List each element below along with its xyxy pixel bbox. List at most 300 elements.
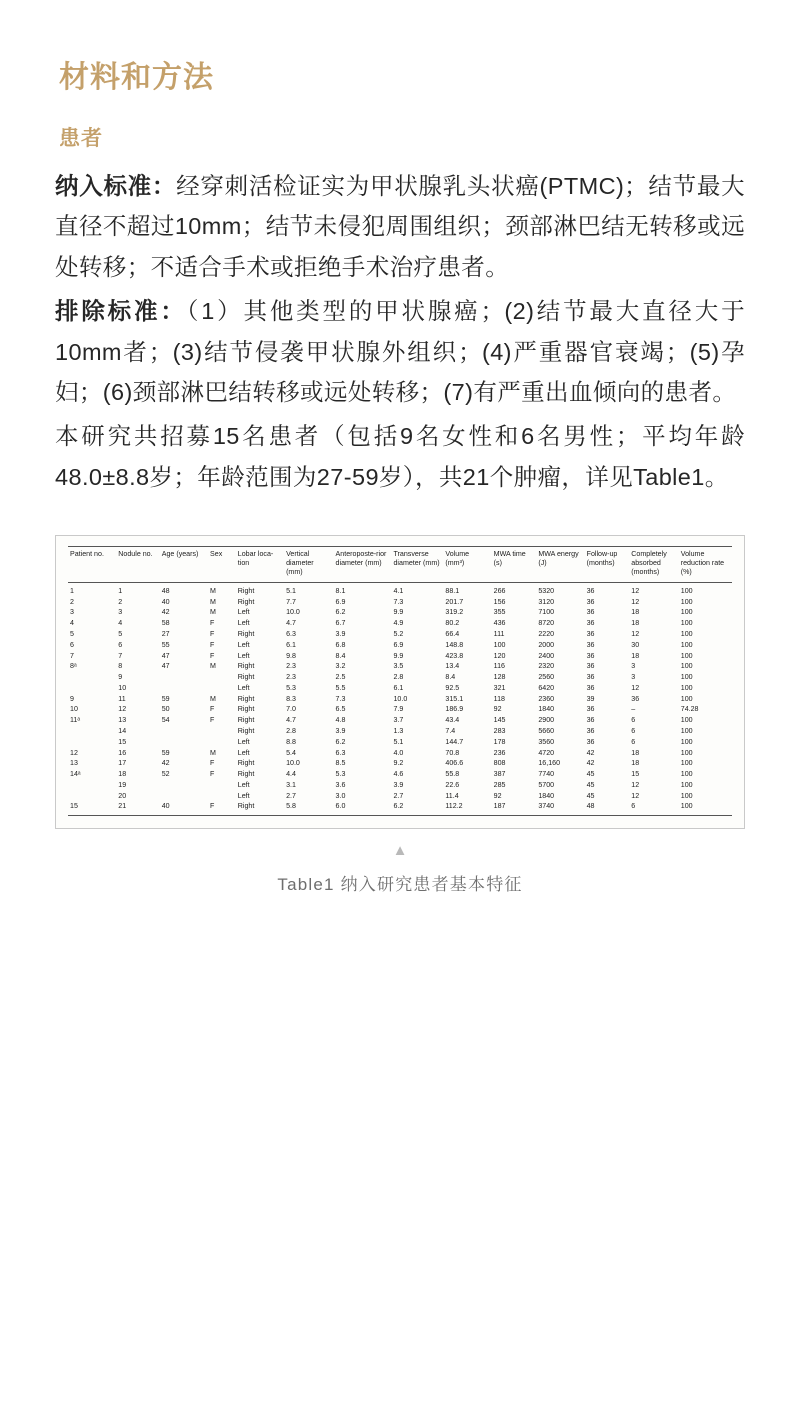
table-cell: 6 [631,716,636,725]
table-cell: 5.1 [393,737,404,746]
table-cell: 2 [70,597,74,606]
table-cell: 36 [586,716,595,725]
table-cell: 4.9 [393,619,404,628]
table-cell: 2.3 [286,662,296,671]
table-cell: 14 [118,726,127,735]
table-cell: 45 [586,791,595,800]
table-cell: 5.1 [286,586,296,595]
table-column-header: Patient no. [68,547,116,583]
table-cell: 100 [680,586,693,595]
table-cell: 201.7 [445,597,464,606]
table-cell: 40 [161,597,170,606]
table-cell: F [210,802,215,811]
table-row [68,694,732,705]
table-cell: 58 [161,619,170,628]
table-cell [68,683,116,694]
table-cell [68,737,116,748]
table-cell: 100 [680,673,693,682]
table-cell: 3.9 [393,780,404,789]
table-cell: 3.1 [286,780,296,789]
table-body [68,582,732,814]
table-cell: 285 [493,780,506,789]
table-cell: 3.0 [335,791,346,800]
table-cell: 100 [680,759,693,768]
table-cell: 36 [586,726,595,735]
table-cell: 145 [493,716,506,725]
table-row [68,683,732,694]
table-cell: 10.0 [393,694,408,703]
table-cell: 3560 [538,737,555,746]
table-cell: Right [237,759,255,768]
table-cell: 423.8 [445,651,464,660]
table-cell: 808 [493,759,506,768]
paragraph-exclusion-criteria [55,291,745,412]
table-cell: 7740 [538,770,555,779]
table-cell: 3740 [538,802,555,811]
table-cell: 116 [493,662,505,671]
table-cell: 36 [586,608,595,617]
table-cell: 3.2 [335,662,346,671]
table-cell: 144.7 [445,737,464,746]
table-cell: 100 [680,770,693,779]
table-cell: 8.1 [335,586,346,595]
paragraph-text-cohort: 本研究共招募15名患者（包括9名女性和6名男性；平均年龄48.0±8.8岁；年龄范围为27-59岁），共21个肿瘤，详见Table1。 [55,423,745,490]
table-cell: 59 [161,748,170,757]
table-cell: 8 [118,662,123,671]
table-cell: Left [237,780,250,789]
table-cell: 5320 [538,586,555,595]
table-cell: M [210,694,216,703]
table-cell: 5700 [538,780,555,789]
table-cell: 4.1 [393,586,404,595]
table-cell: 36 [586,640,595,649]
table-cell: 6.3 [335,748,346,757]
table-cell: 436 [493,619,506,628]
table-cell: 156 [493,597,506,606]
table-cell: Right [237,694,255,703]
table-row [68,769,732,780]
table-cell: 74.28 [680,705,699,714]
table-cell: 2400 [538,651,555,660]
table-cell [160,672,208,683]
table-cell: 100 [680,619,693,628]
table-cell: 4 [70,619,74,628]
table-cell: 54 [161,716,170,725]
table-cell: F [210,705,215,714]
table-cell: 36 [586,705,595,714]
table-cell: 92 [493,705,502,714]
table-cell: 59 [161,694,170,703]
table-cell: Right [237,662,255,671]
table-cell: 100 [680,694,693,703]
table-cell: 7.7 [286,597,296,606]
table-cell: F [210,640,215,649]
table-row [68,640,732,651]
table-cell: Left [237,683,250,692]
table-cell: F [210,619,215,628]
table-cell: 21 [118,802,127,811]
table-cell: 5 [118,629,123,638]
table-cell: 6.7 [335,619,346,628]
table-column-header: Age (years) [160,547,208,583]
figure-table1 [55,535,745,895]
table-cell: 7 [118,651,123,660]
table-cell: 2.5 [335,673,346,682]
table-cell: 2900 [538,716,555,725]
table-cell: F [210,759,215,768]
table-cell: 36 [631,694,640,703]
table-column-header: Volume reduction rate (%) [679,547,732,583]
table-cell: Left [237,737,250,746]
table-cell: 43.4 [445,716,460,725]
table-cell: 5660 [538,726,555,735]
table-cell: 36 [586,737,595,746]
table-cell: Right [237,716,255,725]
table-cell: 36 [586,673,595,682]
table-cell: Right [237,802,255,811]
table-row [68,801,732,814]
table-cell: 5.8 [286,802,296,811]
table-cell: 80.2 [445,619,460,628]
table-cell: 36 [586,597,595,606]
table-cell: 6.2 [335,608,346,617]
table-cell [68,780,116,791]
table-cell: 10.0 [286,759,300,768]
table-cell: 19 [118,780,127,789]
table-header [68,547,732,583]
table-row [68,582,732,596]
table-cell: 4.6 [393,770,404,779]
table-cell: 8.3 [286,694,296,703]
table-cell: 6.1 [393,683,404,692]
table-cell: 12 [631,586,640,595]
table-cell: 4.0 [393,748,404,757]
caret-up-icon: ▲ [392,841,408,859]
table-container [55,535,745,829]
table-cell: 45 [586,780,595,789]
table-cell [160,791,208,802]
paragraph-cohort-summary [55,416,745,497]
table-cell: 7 [70,651,74,660]
table-column-header: Lobar loca-​tion [236,547,284,583]
table-cell: 5 [70,629,74,638]
table-cell [208,672,236,683]
table-cell: 7.3 [335,694,346,703]
table-cell: Left [237,651,250,660]
table-column-header: Transverse diameter (mm) [391,547,443,583]
table-cell: 18 [631,651,640,660]
table-row [68,629,732,640]
table-cell: 319.2 [445,608,464,617]
table-cell: 100 [680,629,693,638]
table-cell: 22.6 [445,780,460,789]
table-cell: 2220 [538,629,555,638]
table-cell: 15 [118,737,127,746]
table-row [68,607,732,618]
table-cell: Right [237,770,255,779]
table-cell: 12 [631,791,640,800]
table-cell: 3 [118,608,123,617]
table-cell: 30 [631,640,640,649]
table-cell: 92 [493,791,502,800]
table-cell: 10.0 [286,608,300,617]
table-cell: 5.2 [393,629,404,638]
table-cell: 100 [680,640,693,649]
table-cell: 18 [631,759,640,768]
table-cell: 8.5 [335,759,346,768]
table-cell: 14ᵃ [70,770,81,779]
table-cell: M [210,586,216,595]
table-cell: 13 [118,716,127,725]
table-cell: 283 [493,726,506,735]
table-cell: 13.4 [445,662,460,671]
table-cell: 48 [161,586,170,595]
table-cell: 2.7 [393,791,404,800]
table-cell: 12 [631,683,640,692]
table-cell: 387 [493,770,506,779]
table-cell: M [210,608,216,617]
table-cell: 6.5 [335,705,346,714]
table-cell: 100 [680,608,693,617]
table-cell: 9.8 [286,651,296,660]
table-cell [208,780,236,791]
table-cell: 15 [70,802,78,811]
table-cell: 4.8 [335,716,346,725]
table-cell: 12 [118,705,127,714]
table-cell: 7100 [538,608,555,617]
table-cell: 6.2 [393,802,404,811]
table-column-header: MWA time (s) [492,547,537,583]
table-cell: 50 [161,705,170,714]
table-cell: 6 [118,640,123,649]
table-column-header: Sex [208,547,236,583]
table-cell: 100 [680,662,693,671]
table-cell: 17 [118,759,127,768]
table-cell: 13 [70,759,78,768]
table-cell: 6.1 [286,640,296,649]
table-cell: 9 [118,673,123,682]
table-cell: 12 [70,748,78,757]
table-cell: F [210,716,215,725]
table-cell: Right [237,705,255,714]
table-row [68,737,732,748]
table-cell: 36 [586,651,595,660]
table-cell: 315.1 [445,694,464,703]
table-cell: 16,160 [538,759,561,768]
table-cell: 7.0 [286,705,296,714]
table-cell: 7.4 [445,726,456,735]
table-cell: 10 [118,683,127,692]
table-cell: 1 [118,586,123,595]
table-cell: 11ᵃ [70,716,81,725]
table-cell: 128 [493,673,506,682]
table-column-header: Completely absorbed (months) [629,547,678,583]
table-cell [208,726,236,737]
table-cell: 42 [161,608,170,617]
table-cell [208,737,236,748]
table-cell: 2000 [538,640,555,649]
table-cell: 42 [586,748,595,757]
table-cell: 15 [631,770,640,779]
table-cell: 3.5 [393,662,404,671]
table-cell: 236 [493,748,506,757]
table-cell: 36 [586,586,595,595]
table-cell: 9.9 [393,608,404,617]
table-cell: 4 [118,619,123,628]
table-cell: Left [237,640,250,649]
table-row [68,704,732,715]
table-cell: 100 [680,780,693,789]
table-cell: F [210,629,215,638]
table-cell: 36 [586,683,595,692]
table-cell: 111 [493,629,505,638]
table-cell: 12 [631,780,640,789]
table-cell: F [210,651,215,660]
table-row [68,715,732,726]
table-cell: 5.4 [286,748,296,757]
table-cell: 11 [118,694,126,703]
table-bottom-rule [68,815,732,816]
table-cell: Right [237,586,255,595]
table-cell: 45 [586,770,595,779]
table-column-header: MWA energy (J) [536,547,584,583]
table-cell: 18 [118,770,127,779]
table-row [68,661,732,672]
table-cell: 11.4 [445,791,459,800]
table-row [68,618,732,629]
table-cell: 36 [586,629,595,638]
table-cell: 55 [161,640,170,649]
table-cell: 3.6 [335,780,346,789]
table-cell: 6.9 [335,597,346,606]
table-cell: 3.9 [335,726,346,735]
table-cell: 100 [680,748,693,757]
table-cell: 9.9 [393,651,404,660]
table-cell: 18 [631,608,640,617]
table-cell: 1840 [538,791,555,800]
table-cell: M [210,748,216,757]
table-cell: 8.8 [286,737,296,746]
table-cell: M [210,597,216,606]
table-row [68,672,732,683]
table-row [68,780,732,791]
table-cell: 7.3 [393,597,404,606]
table-cell: 3120 [538,597,555,606]
table-cell: 266 [493,586,506,595]
table-cell: – [631,705,636,714]
table-cell: F [210,770,215,779]
table-cell: Right [237,629,255,638]
table-cell: 8.4 [335,651,346,660]
table-row [68,596,732,607]
paragraph-text-inclusion: 经穿刺活检证实为甲状腺乳头状癌(PTMC)；结节最大直径不超过10mm；结节未侵犯周围组织；颈部淋巴结无转移或远处转移；不适合手术或拒绝手术治疗患者。 [55,173,745,280]
table-cell: 2 [118,597,123,606]
table-cell: 2560 [538,673,555,682]
table-cell: 18 [631,619,640,628]
table-cell: 178 [493,737,506,746]
table-cell: 4720 [538,748,555,757]
table-cell: M [210,662,216,671]
table-cell: 100 [680,716,693,725]
table-cell: 4.7 [286,619,296,628]
table-cell: 70.8 [445,748,460,757]
table-cell: 9.2 [393,759,404,768]
table-cell: 100 [680,597,693,606]
table-cell: 186.9 [445,705,464,714]
table-cell: Right [237,597,255,606]
table-cell: 18 [631,748,640,757]
table-cell [68,791,116,802]
table-cell: 55.8 [445,770,460,779]
table-cell: 100 [680,791,693,800]
table-cell: 8ᵃ [70,662,77,671]
table-cell: 52 [161,770,170,779]
table-cell: 2.8 [393,673,404,682]
table-cell: 8.4 [445,673,456,682]
table-cell: 47 [161,662,170,671]
paragraph-text-exclusion: （1）其他类型的甲状腺癌；(2)结节最大直径大于10mm者；(3)结节侵袭甲状腺外组织；(4)严重器官衰竭；(5)孕妇；(6)颈部淋巴结转移或远处转移；(7)有严重出血倾向的患者。 [55,298,745,406]
table-cell [68,672,116,683]
table-cell: 406.6 [445,759,464,768]
table-column-header: Vertical diameter (mm) [284,547,333,583]
table-cell: 6420 [538,683,555,692]
table-cell: 7.9 [393,705,404,714]
table-cell: 36 [586,662,595,671]
table-cell: 100 [680,737,693,746]
table-cell: Right [237,726,255,735]
table-cell: 12 [631,597,640,606]
table-cell: 36 [586,619,595,628]
table-cell: 39 [586,694,595,703]
table-cell: 3.9 [335,629,346,638]
paragraph-lead-exclusion: 排除标准： [55,298,187,325]
table-cell [160,726,208,737]
table-cell: 100 [680,651,693,660]
table-cell: Left [237,791,250,800]
paragraph-lead-inclusion: 纳入标准： [55,173,177,199]
table-cell: 355 [493,608,506,617]
table-cell: 1 [70,586,74,595]
table-cell: 9 [70,694,74,703]
table-cell: 66.4 [445,629,460,638]
table-cell [160,737,208,748]
table-row [68,791,732,802]
table-cell: 100 [680,683,693,692]
table-row [68,747,732,758]
table-cell: 3.7 [393,716,404,725]
table-cell: 6 [70,640,74,649]
table-cell: 1840 [538,705,555,714]
table-cell: 2360 [538,694,555,703]
figure-caption: Table1 纳入研究患者基本特征 [277,874,523,894]
table-cell: 6.0 [335,802,346,811]
table-cell: 47 [161,651,170,660]
table-cell: Left [237,748,250,757]
table-cell: 2.7 [286,791,296,800]
table-cell: 88.1 [445,586,460,595]
table-cell: 42 [586,759,595,768]
table-column-header: Nodule no. [116,547,159,583]
table-row [68,650,732,661]
table-cell: 120 [493,651,506,660]
table-cell: 5.3 [335,770,346,779]
table-cell: 100 [680,726,693,735]
table-cell: 8720 [538,619,555,628]
table-cell [160,683,208,694]
table-column-header: Volume (mm³) [443,547,491,583]
table-cell: 92.5 [445,683,460,692]
table-cell [208,683,236,694]
